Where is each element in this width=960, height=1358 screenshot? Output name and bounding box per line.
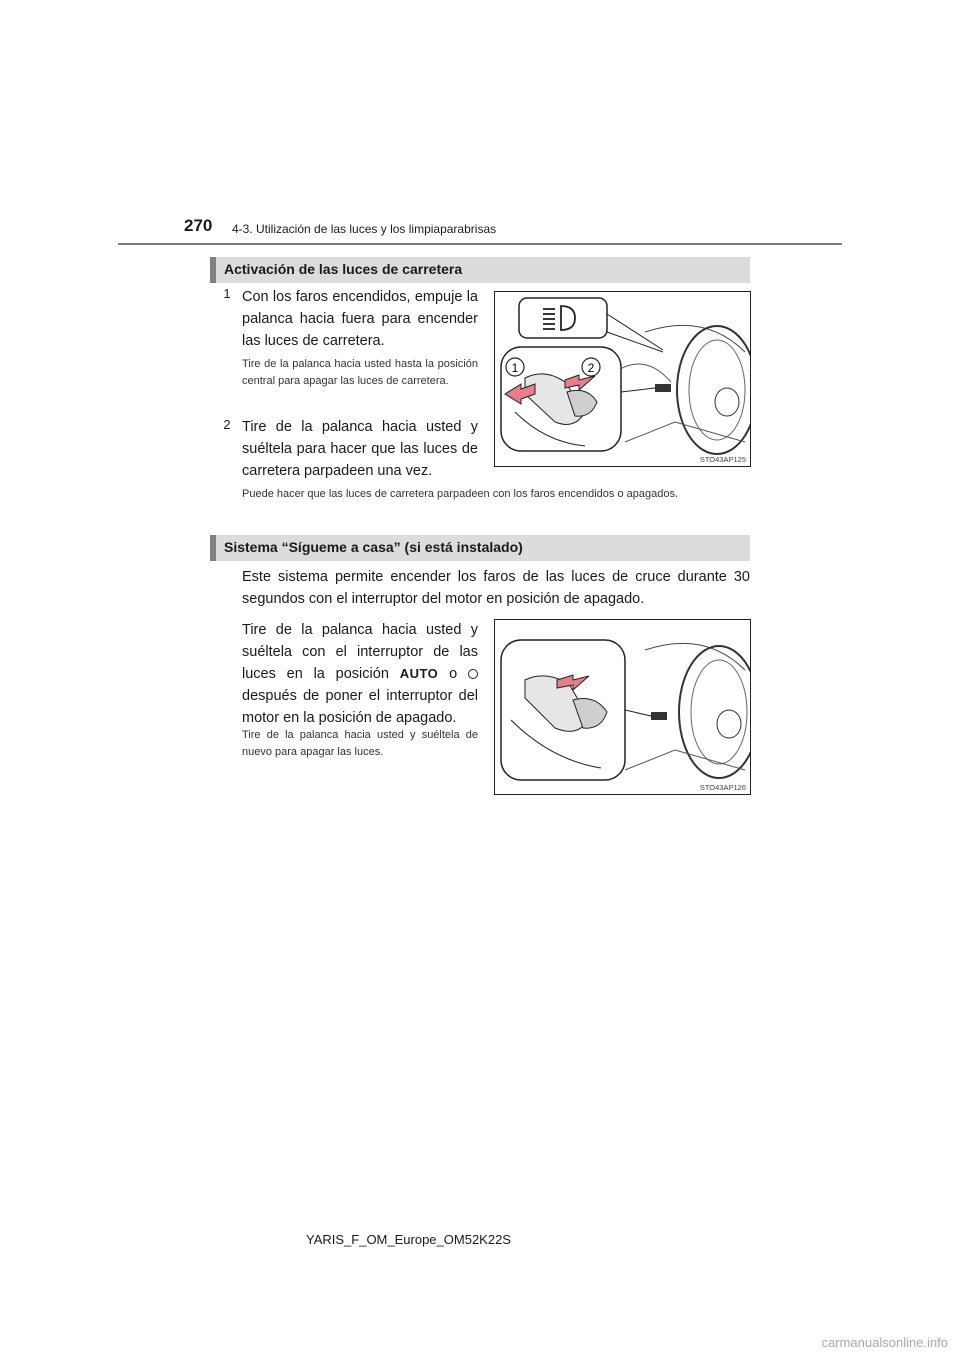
auto-symbol: AUTO (399, 666, 439, 681)
low-beam-icon (468, 669, 478, 679)
step-2-note: Puede hacer que las luces de carretera parpadeen con los faros encendidos o apagados. (242, 488, 679, 500)
step-1-text: Con los faros encendidos, empuje la palanca hacia fuera para encender las luces de carretera. (242, 289, 478, 349)
figure-callout-1: 1 (511, 361, 519, 375)
step-number-2: 2 (223, 417, 231, 432)
document-code: YARIS_F_OM_Europe_OM52K22S (306, 1232, 511, 1247)
chapter-title: 4-3. Utilización de las luces y los limpiaparabrisas (232, 222, 497, 236)
step-number-1: 1 (223, 286, 231, 301)
figure-code: STO43AP126 (699, 783, 746, 792)
lever-pull-illustration (495, 620, 750, 794)
step-1-note: Tire de la palanca hacia usted hasta la posición central para apagar las luces de carretera. (242, 358, 478, 387)
page-number: 270 (184, 216, 213, 235)
section-heading-text: Activación de las luces de carretera (224, 261, 463, 277)
site-watermark: carmanualsonline.info (821, 1335, 948, 1350)
header-rule (118, 243, 842, 245)
figure-callout-2: 2 (587, 361, 595, 375)
or-word: o (449, 666, 458, 682)
figure-high-beam-lever (494, 291, 751, 467)
lever-illustration (495, 292, 750, 466)
section-2-body-part1: Tire de la palanca hacia usted y suéltela con el interruptor de las luces en la posición (242, 622, 478, 682)
section-2-note: Tire de la palanca hacia usted y suéltela de nuevo para apagar las luces. (242, 729, 478, 758)
section-heading-high-beam (210, 257, 750, 283)
step-2-text: Tire de la palanca hacia usted y suéltela para hacer que las luces de carretera parpadeen una vez. (242, 419, 478, 479)
figure-code: STO43AP125 (699, 455, 746, 464)
section-heading-bar (210, 535, 216, 561)
section-heading-text: Sistema “Sígueme a casa” (si está instalado) (224, 539, 523, 555)
section-2-intro: Este sistema permite encender los faros de las luces de cruce durante 30 segundos con el interruptor del motor en posición de apagado. (242, 569, 750, 607)
section-heading-bar (210, 257, 216, 283)
section-heading-follow-me-home (210, 535, 750, 561)
section-2-body (242, 619, 478, 729)
figure-follow-me-home (494, 619, 751, 795)
section-2-body-part2: después de poner el interruptor del motor en la posición de apagado. (242, 688, 478, 726)
